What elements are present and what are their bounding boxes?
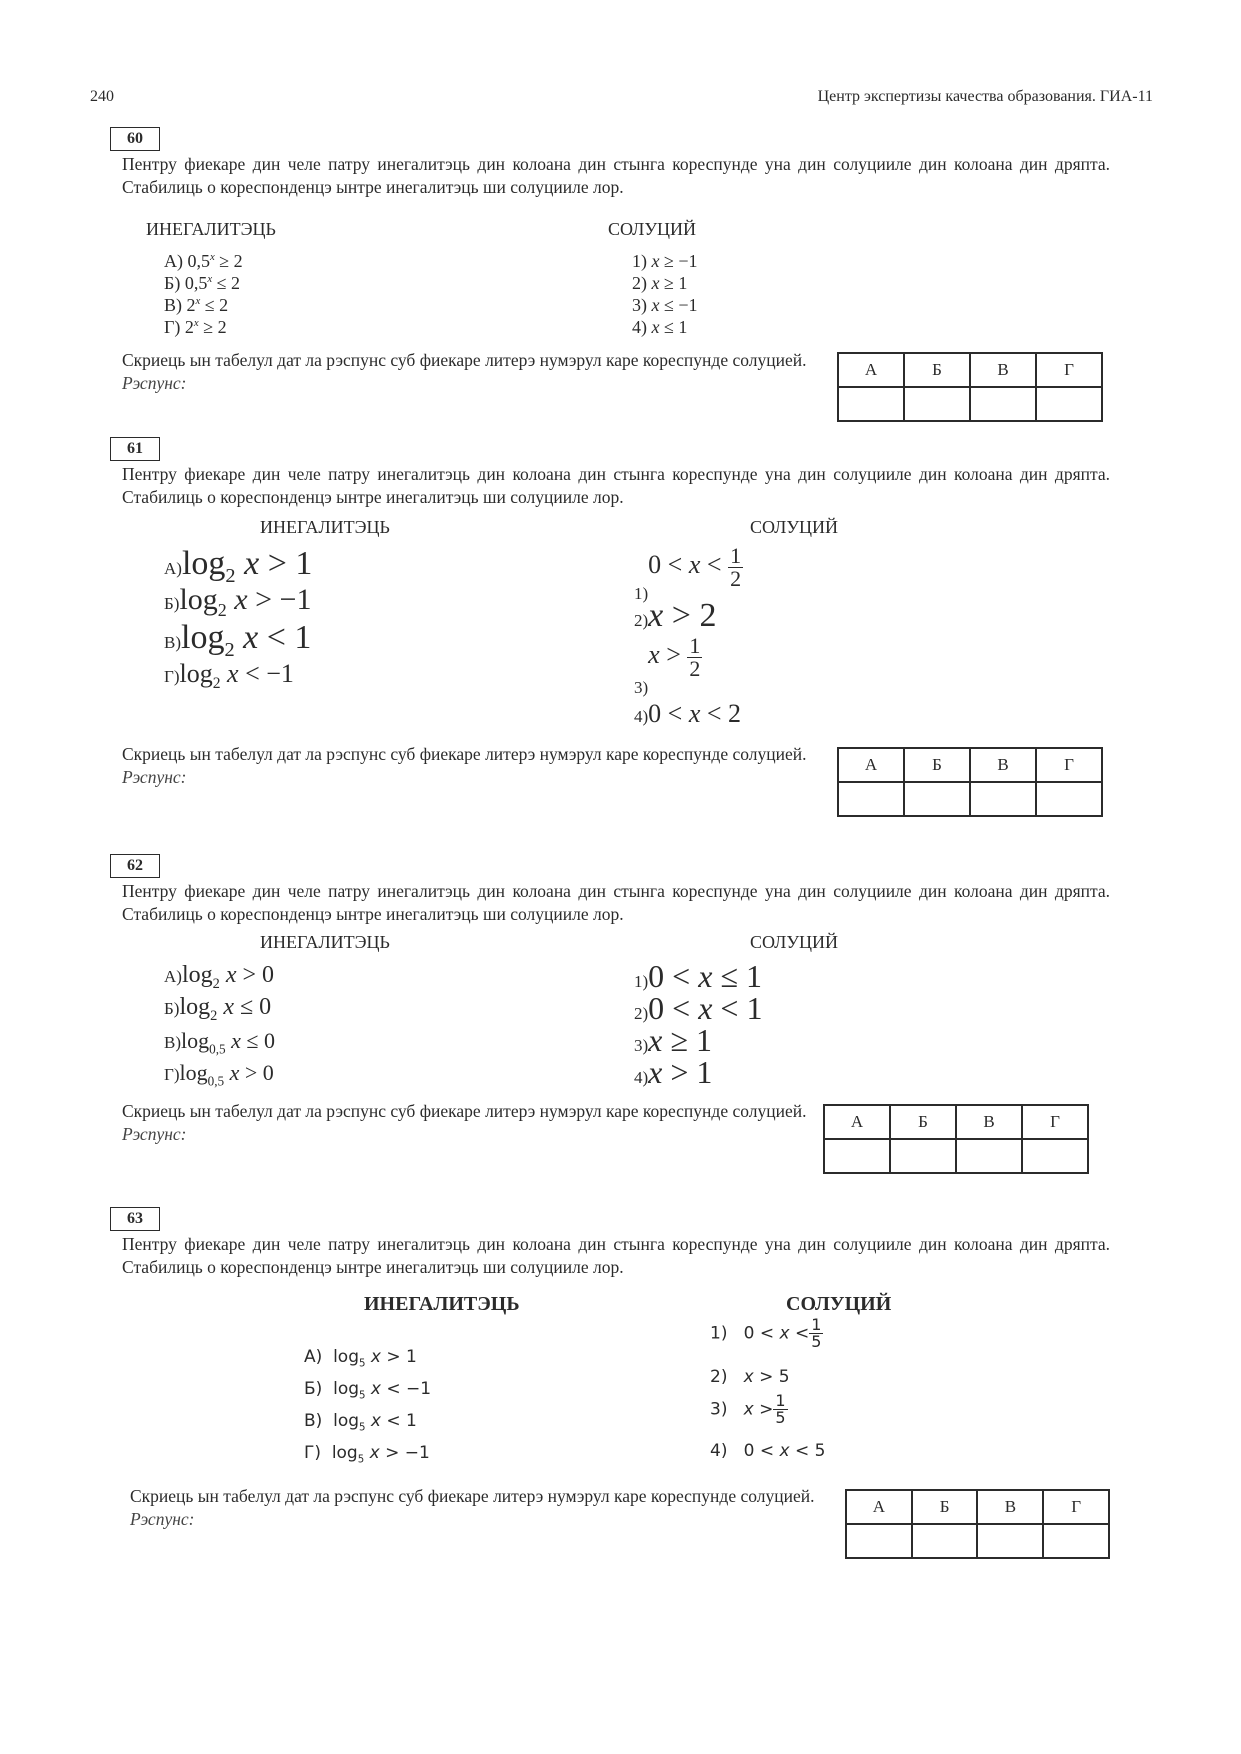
answer-cell-g[interactable] [1043,1524,1109,1558]
solution-3: 3)x ≥ 1 [634,1022,712,1058]
grid-letter-b: Б [904,353,970,387]
task-instruction: Пентру фиекаре дин челе патру инегалитэць дин колоана дин стынга кореспунде уна дин солуцииле дин колоана дин дряпта. Стабилиць о кореспонденцэ ынтре инегалитэць ши солуцииле лор. [122,881,1110,924]
answer-label: Рэспунс: [130,1509,195,1529]
answer-grid [837,352,1103,422]
task-number: 63 [110,1207,160,1231]
grid-letter-g: Г [1036,353,1102,387]
answer-label: Рэспунс: [122,1124,187,1144]
task-62 [110,854,1110,1204]
solution-3: 3)x > $\frac{1}{2}$ [634,633,701,698]
task-number: 61 [110,437,160,461]
inequality-b: $Б)\log_2$ x ≤ 0 [164,994,272,1024]
answer-grid [837,747,1103,817]
solution-1: 1) x ≥ −1 [632,251,698,271]
fill-instruction: Скриець ын табелул дат ла рэспунс суб фиекаре литерэ нумэрул каре кореспунде солуцией. Рэспунс: [122,1101,807,1144]
answer-label: Рэспунс: [122,373,187,393]
fill-instruction: Скриець ын табелул дат ла рэспунс суб фиекаре литерэ нумэрул каре кореспунде солуцией. Рэспунс: [122,744,807,787]
grid-letter-a: А [838,748,904,782]
grid-letter-g: Г [1036,748,1102,782]
task-instruction: Пентру фиекаре дин челе патру инегалитэць дин колоана дин стынга кореспунде уна дин солуцииле дин колоана дин дряпта. Стабилиць о кореспонденцэ ынтре инегалитэць ши солуцииле лор. [122,1234,1110,1277]
inequality-a: $А)\log_2$ x > 0 [164,962,275,992]
answer-cell-g[interactable] [1022,1139,1088,1173]
grid-letter-v: В [970,748,1036,782]
inequality-b: Б) 0,5$^x$ ≤ 2 [164,273,241,293]
grid-letter-g: Г [1043,1490,1109,1524]
grid-letter-a: А [824,1105,890,1139]
task-instruction: Пентру фиекаре дин челе патру инегалитэць дин колоана дин стынга кореспунде уна дин солуцииле дин колоана дин дряпта. Стабилиць о кореспонденцэ ынтре инегалитэць ши солуцииле лор. [122,464,1110,507]
answer-cell-a[interactable] [846,1524,912,1558]
fill-instruction: Скриець ын табелул дат ла рэспунс суб фиекаре литерэ нумэрул каре кореспунде солуцией. Рэспунс: [122,350,807,393]
inequalities-heading: ИНЕГАЛИТЭЦЬ [260,932,390,952]
grid-letter-v: В [970,353,1036,387]
inequality-g: $Г)\log_{0,5}$ x > 0 [164,1060,274,1089]
solution-2: 2)x > 2 [634,597,717,634]
answer-grid [823,1104,1089,1174]
solution-2: 2) x ≥ 1 [632,273,688,293]
solution-4: 4) 0 < x < 5 [710,1441,826,1461]
solution-1: 1)0 < x < $\frac{1}{2}$ [634,543,742,604]
page-number: 240 [90,88,114,105]
answer-cell-v[interactable] [970,387,1036,421]
task-60 [110,127,1110,427]
inequality-v: В) 2$^x$ ≤ 2 [164,295,229,315]
fill-instruction: Скриець ын табелул дат ла рэспунс суб фиекаре литерэ нумэрул каре кореспунде солуцией. Рэспунс: [130,1486,815,1529]
inequality-g: Г) $\log_5 x > -1$ [304,1443,430,1466]
solution-2: 2)0 < x < 1 [634,990,763,1026]
inequality-a: $А)\log_2$ x > 1 [164,545,313,587]
answer-label: Рэспунс: [122,767,187,787]
solution-3: 3) x > $\frac{1}{5}$ [710,1391,786,1427]
solutions-heading: СОЛУЦИЙ [608,219,697,239]
grid-letter-v: В [956,1105,1022,1139]
grid-letter-a: А [838,353,904,387]
running-header: Центр экспертизы качества образования. ГИА-11 [817,88,1153,105]
task-number: 60 [110,127,160,151]
grid-letter-v: В [977,1490,1043,1524]
inequality-v: $В)\log_{0,5}$ x ≤ 0 [164,1028,275,1057]
inequality-v: $В)\log_2$ x < 1 [164,619,312,661]
solution-4: 4) x ≤ 1 [632,317,688,337]
answer-cell-a[interactable] [838,782,904,816]
answer-cell-g[interactable] [1036,782,1102,816]
answer-cell-g[interactable] [1036,387,1102,421]
answer-cell-b[interactable] [904,782,970,816]
inequality-a: А) 0,5$^x$ ≥ 2 [164,251,243,271]
inequality-g: $Г)\log_2$ x < −1 [164,659,294,693]
grid-letter-b: Б [890,1105,956,1139]
answer-cell-v[interactable] [970,782,1036,816]
grid-letter-a: А [846,1490,912,1524]
answer-grid [845,1489,1110,1559]
answer-cell-b[interactable] [904,387,970,421]
task-number: 62 [110,854,160,878]
task-61 [110,437,1110,847]
inequalities-heading: ИНЕГАЛИТЭЦЬ [146,219,276,239]
inequalities-heading: ИНЕГАЛИТЭЦЬ [364,1293,520,1315]
solutions-heading: СОЛУЦИЙ [750,932,839,952]
inequality-b: Б) $\log_5 x < -1$ [304,1379,432,1402]
grid-letter-g: Г [1022,1105,1088,1139]
solution-2: 2) x > 5 [710,1367,790,1387]
inequality-a: А) $\log_5 x > 1$ [304,1347,417,1370]
solutions-heading: СОЛУЦИЙ [786,1293,892,1315]
answer-cell-b[interactable] [890,1139,956,1173]
inequality-b: $Б)\log_2$ x > −1 [164,583,312,620]
solution-1: 1) 0 < x < $\frac{1}{5}$ [710,1315,822,1351]
task-63 [110,1207,1110,1587]
answer-cell-v[interactable] [956,1139,1022,1173]
inequalities-heading: ИНЕГАЛИТЭЦЬ [260,517,390,537]
solution-4: 4)0 < x < 2 [634,699,742,728]
answer-cell-a[interactable] [838,387,904,421]
solutions-heading: СОЛУЦИЙ [750,517,839,537]
grid-letter-b: Б [904,748,970,782]
answer-cell-a[interactable] [824,1139,890,1173]
answer-cell-v[interactable] [977,1524,1043,1558]
solution-1: 1)0 < x ≤ 1 [634,958,762,994]
grid-letter-b: Б [912,1490,978,1524]
solution-4: 4)x > 1 [634,1054,713,1090]
inequality-v: В) $\log_5 x < 1$ [304,1411,417,1434]
answer-cell-b[interactable] [912,1524,978,1558]
inequality-g: Г) 2$^x$ ≥ 2 [164,317,227,337]
solution-3: 3) x ≤ −1 [632,295,698,315]
task-instruction: Пентру фиекаре дин челе патру инегалитэць дин колоана дин стынга кореспунде уна дин солуцииле дин колоана дин дряпта. Стабилиць о кореспонденцэ ынтре инегалитэць ши солуцииле лор. [122,154,1110,197]
